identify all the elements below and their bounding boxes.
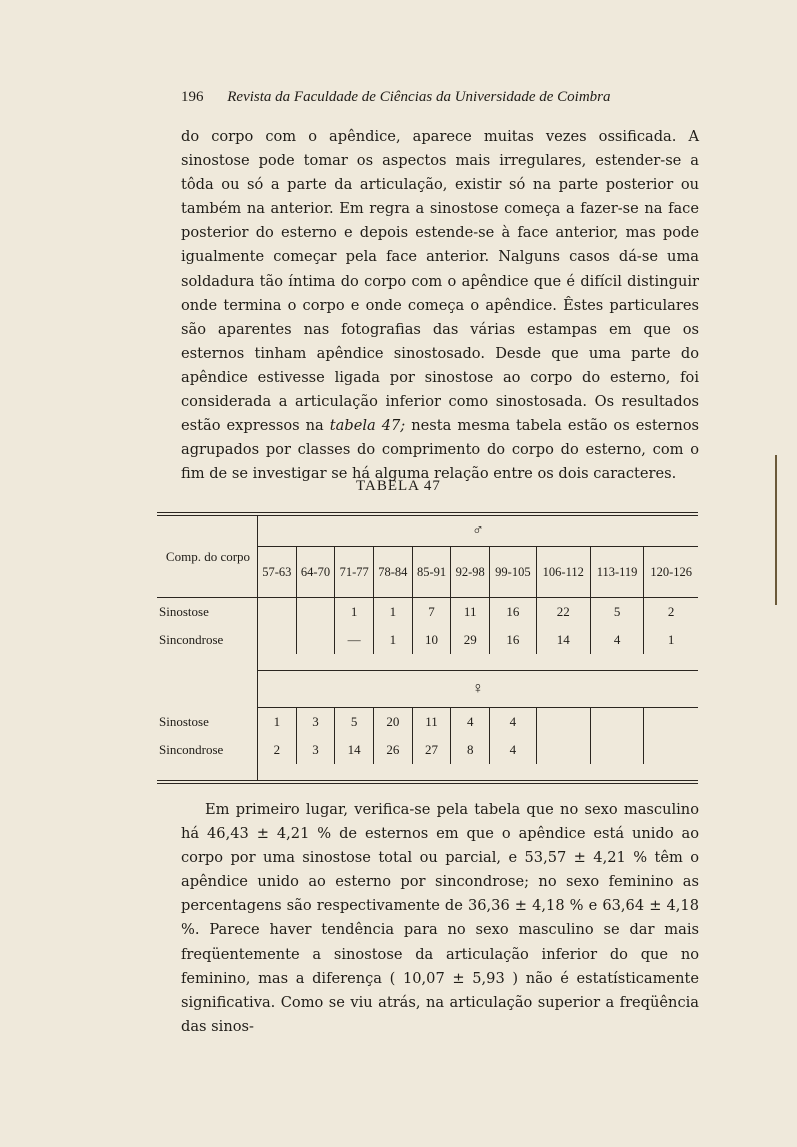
table-cell <box>590 736 644 764</box>
column-header: 57-63 <box>258 547 297 598</box>
table-cell <box>536 708 590 737</box>
table-cell: 16 <box>490 626 537 654</box>
table-cell: 11 <box>451 598 490 627</box>
table-cell <box>296 598 335 627</box>
row-label: Sinostose <box>159 604 209 619</box>
table-cell <box>258 626 297 654</box>
table-reference: tabela 47; <box>329 417 406 435</box>
paragraph-intro <box>181 125 699 486</box>
column-header: 71-77 <box>335 547 374 598</box>
column-header: 78-84 <box>374 547 413 598</box>
data-table <box>157 512 698 784</box>
table-cell: 4 <box>590 626 644 654</box>
female-rows <box>157 708 698 765</box>
table-cell: 14 <box>335 736 374 764</box>
table-cell: 14 <box>536 626 590 654</box>
journal-title: Revista da Faculdade de Ciências da Universidade de Coimbra <box>227 89 611 105</box>
table-cell: 7 <box>412 598 451 627</box>
table-cell: 2 <box>258 736 297 764</box>
table-cell <box>536 736 590 764</box>
table-cell: 5 <box>335 708 374 737</box>
table-cell <box>258 598 297 627</box>
column-header: 64-70 <box>296 547 335 598</box>
table-row <box>157 626 698 654</box>
table-cell: 3 <box>296 708 335 737</box>
row-label: Sinostose <box>159 713 209 729</box>
table-cell: 16 <box>490 598 537 627</box>
female-symbol: ♀ <box>258 671 699 708</box>
column-header: 120-126 <box>644 547 698 598</box>
table-cell: 4 <box>490 736 537 764</box>
male-rows <box>157 598 698 655</box>
table-cell: 1 <box>644 626 698 654</box>
running-header <box>181 89 651 106</box>
table-cell: 3 <box>296 736 335 764</box>
table-cell: — <box>335 626 374 654</box>
table-cell <box>644 708 698 737</box>
row-header <box>157 514 258 598</box>
page-edge-mark <box>775 455 797 605</box>
page-number: 196 <box>181 89 204 105</box>
column-header: 92-98 <box>451 547 490 598</box>
paragraph-intro-end: nesta mesma tabela estão os esternos agrupados por classes do comprimento do corpo do esterno, com o fim de se investigar se há alguma relação entre os dois caracteres. <box>181 417 700 483</box>
table-cell: 11 <box>412 708 451 737</box>
table-cell: 20 <box>374 708 413 737</box>
table-cell: 5 <box>590 598 644 627</box>
paragraph-analysis <box>181 798 699 1039</box>
table-cell: 22 <box>536 598 590 627</box>
column-header: 113-119 <box>590 547 644 598</box>
table-row <box>157 736 698 764</box>
table-cell: 1 <box>258 708 297 737</box>
table-cell: 4 <box>490 708 537 737</box>
table-cell: 29 <box>451 626 490 654</box>
table-cell: 1 <box>374 598 413 627</box>
row-header-text: Comp. do corpo <box>165 549 251 564</box>
table-cell <box>296 626 335 654</box>
table-row <box>157 708 698 737</box>
row-label: Sincondrose <box>159 632 224 647</box>
male-symbol: ♂ <box>258 514 699 547</box>
table-cell: 26 <box>374 736 413 764</box>
table-cell: 8 <box>451 736 490 764</box>
table-cell: 4 <box>451 708 490 737</box>
column-header: 106-112 <box>536 547 590 598</box>
table-title: TABELA 47 <box>356 478 441 494</box>
table-cell: 2 <box>644 598 698 627</box>
column-header: 85-91 <box>412 547 451 598</box>
paragraph-analysis-text: Em primeiro lugar, verifica-se pela tabela que no sexo masculino há 46,43 ± 4,21 % de esternos em que o apêndice está unido ao corpo por uma sinostose total ou parcial, e 53,57 ± 4,21 % têm o apêndice unido ao esterno por sincondrose; no sexo feminino as percentagens são respectivamente de 36,36 ± 4,18 % e 63,64 ± 4,18 %. Parece haver tendência para no sexo masculino se dar mais freqüentemente a sinostose da articulação inferior do que no feminino, mas a diferença ( 10,07 ± 5,93 ) não é estatísticamente significativa. Como se viu atrás, na articulação superior a freqüência das sinos- <box>181 801 699 1035</box>
column-header: 99-105 <box>490 547 537 598</box>
paragraph-intro-text: do corpo com o apêndice, aparece muitas vezes ossificada. A sinostose pode tomar os aspectos mais irregulares, estender-se a tôda ou só a parte da articulação, existir só na parte posterior ou também na anterior. Em regra a sinostose começa a fazer-se na face posterior do esterno e depois estende-se à face anterior, mas pode igualmente começar pela face anterior. Nalguns casos dá-se uma soldadura tão íntima do corpo com o apêndice que é difícil distinguir onde termina o corpo e onde começa o apêndice. Êstes particulares são aparentes nas fotografias das várias estampas em que os esternos tinham apêndice sinostosado. Desde que uma parte do apêndice estivesse ligada por sinostose ao corpo do esterno, foi considerada a articulação inferior como sinostosada. Os resultados estão expressos na <box>181 128 699 435</box>
table-row <box>157 598 698 627</box>
row-label: Sincondrose <box>159 742 224 757</box>
table-cell: 27 <box>412 736 451 764</box>
table-cell <box>644 736 698 764</box>
table-cell <box>590 708 644 737</box>
table-cell: 1 <box>335 598 374 627</box>
table-cell: 10 <box>412 626 451 654</box>
table-cell: 1 <box>374 626 413 654</box>
